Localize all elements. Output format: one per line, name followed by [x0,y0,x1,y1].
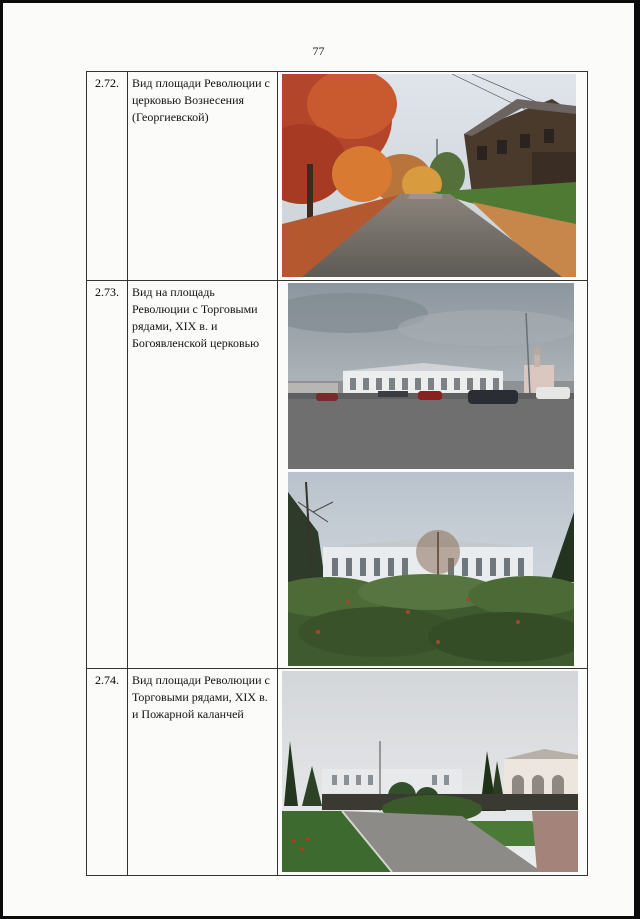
row-number: 2.74. [87,669,128,876]
table-row [87,281,588,669]
photo-autumn-street [282,74,576,277]
photo-cell [278,669,588,876]
row-caption: Вид на площадь Революции с Торговыми рядами, XIX в. и Богоявленской церковью [128,281,278,669]
table-row [87,72,588,281]
photo-trading-rows-bushes [288,472,574,666]
row-caption: Вид площади Революции с церковью Вознесения (Георгиевской) [128,72,278,281]
photo-cell [278,72,588,281]
row-number: 2.72. [87,72,128,281]
row-number: 2.73. [87,281,128,669]
table-row [87,669,588,876]
page-number: 77 [312,44,325,58]
document-page [3,3,634,916]
photo-square-fire-tower [282,671,578,872]
photo-table [86,71,588,876]
row-caption: Вид площади Революции с Торговыми рядами, XIX в. и Пожарной каланчей [128,669,278,876]
photo-cell [278,281,588,669]
photo-trading-rows-square [288,283,574,469]
